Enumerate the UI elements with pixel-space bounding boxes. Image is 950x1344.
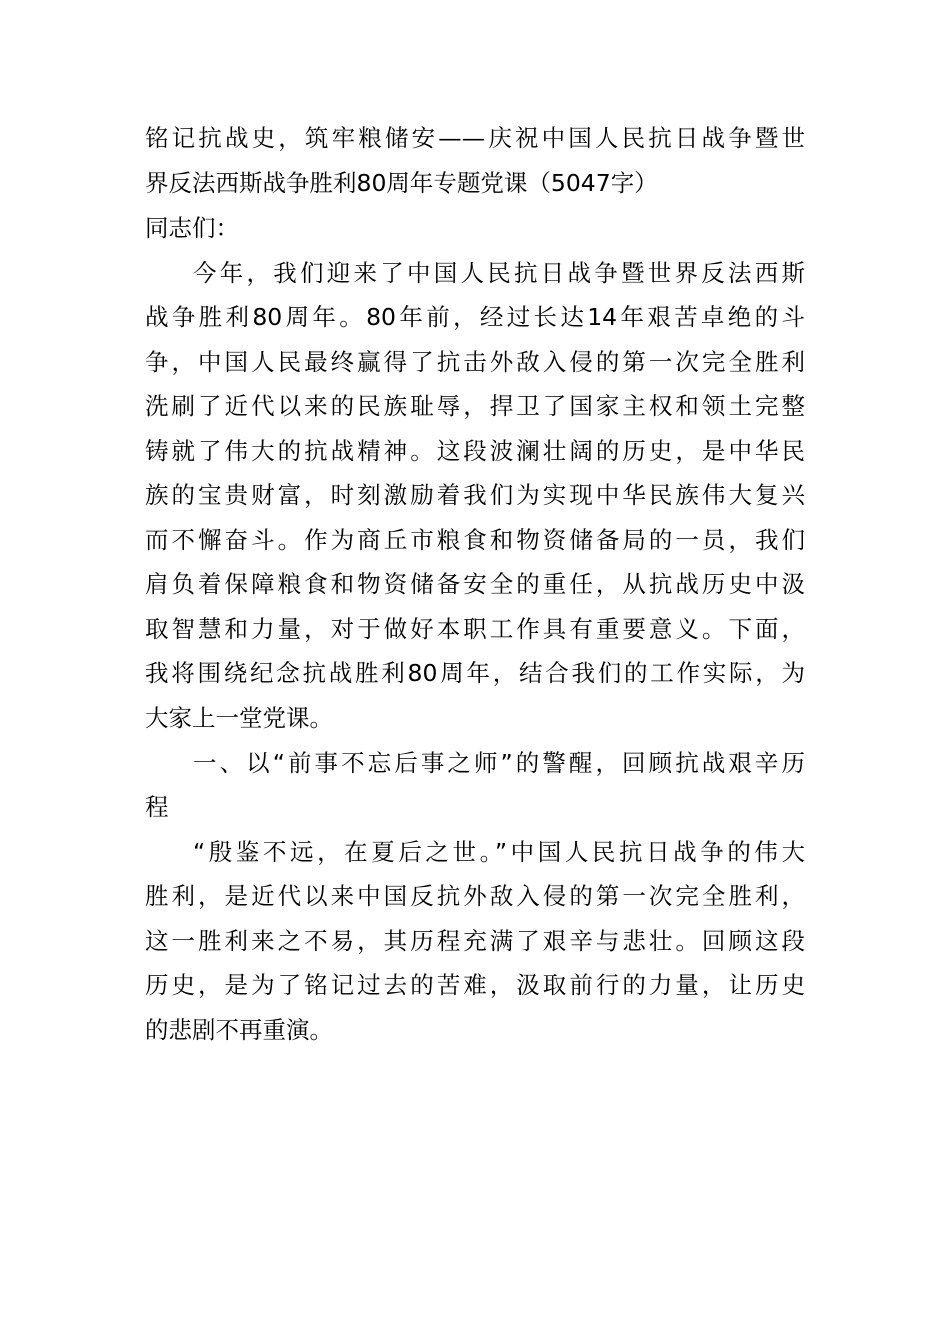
paragraph-2-line: 胜利，是近代以来中国反抗外敌入侵的第一次完全胜利，: [145, 882, 805, 910]
paragraph-1-line: 我将围绕纪念抗战胜利80周年，结合我们的工作实际，为: [145, 659, 805, 687]
section-heading-1-line: 程: [145, 793, 169, 821]
paragraph-1-line: 洗刷了近代以来的民族耻辱，捍卫了国家主权和领土完整: [145, 392, 805, 420]
paragraph-1-line: 争，中国人民最终赢得了抗击外敌入侵的第一次完全胜利: [145, 348, 805, 376]
paragraph-1-line: 战争胜利80周年。80年前，经过长达14年艰苦卓绝的斗: [145, 303, 805, 331]
salutation: 同志们：: [145, 214, 239, 242]
paragraph-1-line: 大家上一堂党课。: [145, 704, 333, 732]
paragraph-1-line: 而不懈奋斗。作为商丘市粮食和物资储备局的一员，我们: [145, 526, 805, 554]
paragraph-1-line: 族的宝贵财富，时刻激励着我们为实现中华民族伟大复兴: [145, 481, 805, 509]
paragraph-2-line: 的悲剧不再重演。: [145, 1016, 333, 1044]
section-heading-1-line: 一、以“前事不忘后事之师”的警醒，回顾抗战艰辛历: [193, 749, 805, 777]
paragraph-2-line: 这一胜利来之不易，其历程充满了艰辛与悲壮。回顾这段: [145, 927, 805, 955]
document-title-line-1: 铭记抗战史，筑牢粮储安——庆祝中国人民抗日战争暨世: [145, 124, 805, 152]
paragraph-1-line: 今年，我们迎来了中国人民抗日战争暨世界反法西斯: [193, 259, 805, 287]
paragraph-1-line: 取智慧和力量，对于做好本职工作具有重要意义。下面，: [145, 615, 805, 643]
paragraph-1-line: 肩负着保障粮食和物资储备安全的重任，从抗战历史中汲: [145, 570, 805, 598]
paragraph-2-line: 历史，是为了铭记过去的苦难，汲取前行的力量，让历史: [145, 971, 805, 999]
document-title-line-2: 界反法西斯战争胜利80周年专题党课（5047字）: [145, 169, 658, 197]
paragraph-1-line: 铸就了伟大的抗战精神。这段波澜壮阔的历史，是中华民: [145, 437, 805, 465]
paragraph-2-line: “殷鉴不远，在夏后之世。”中国人民抗日战争的伟大: [193, 838, 805, 866]
